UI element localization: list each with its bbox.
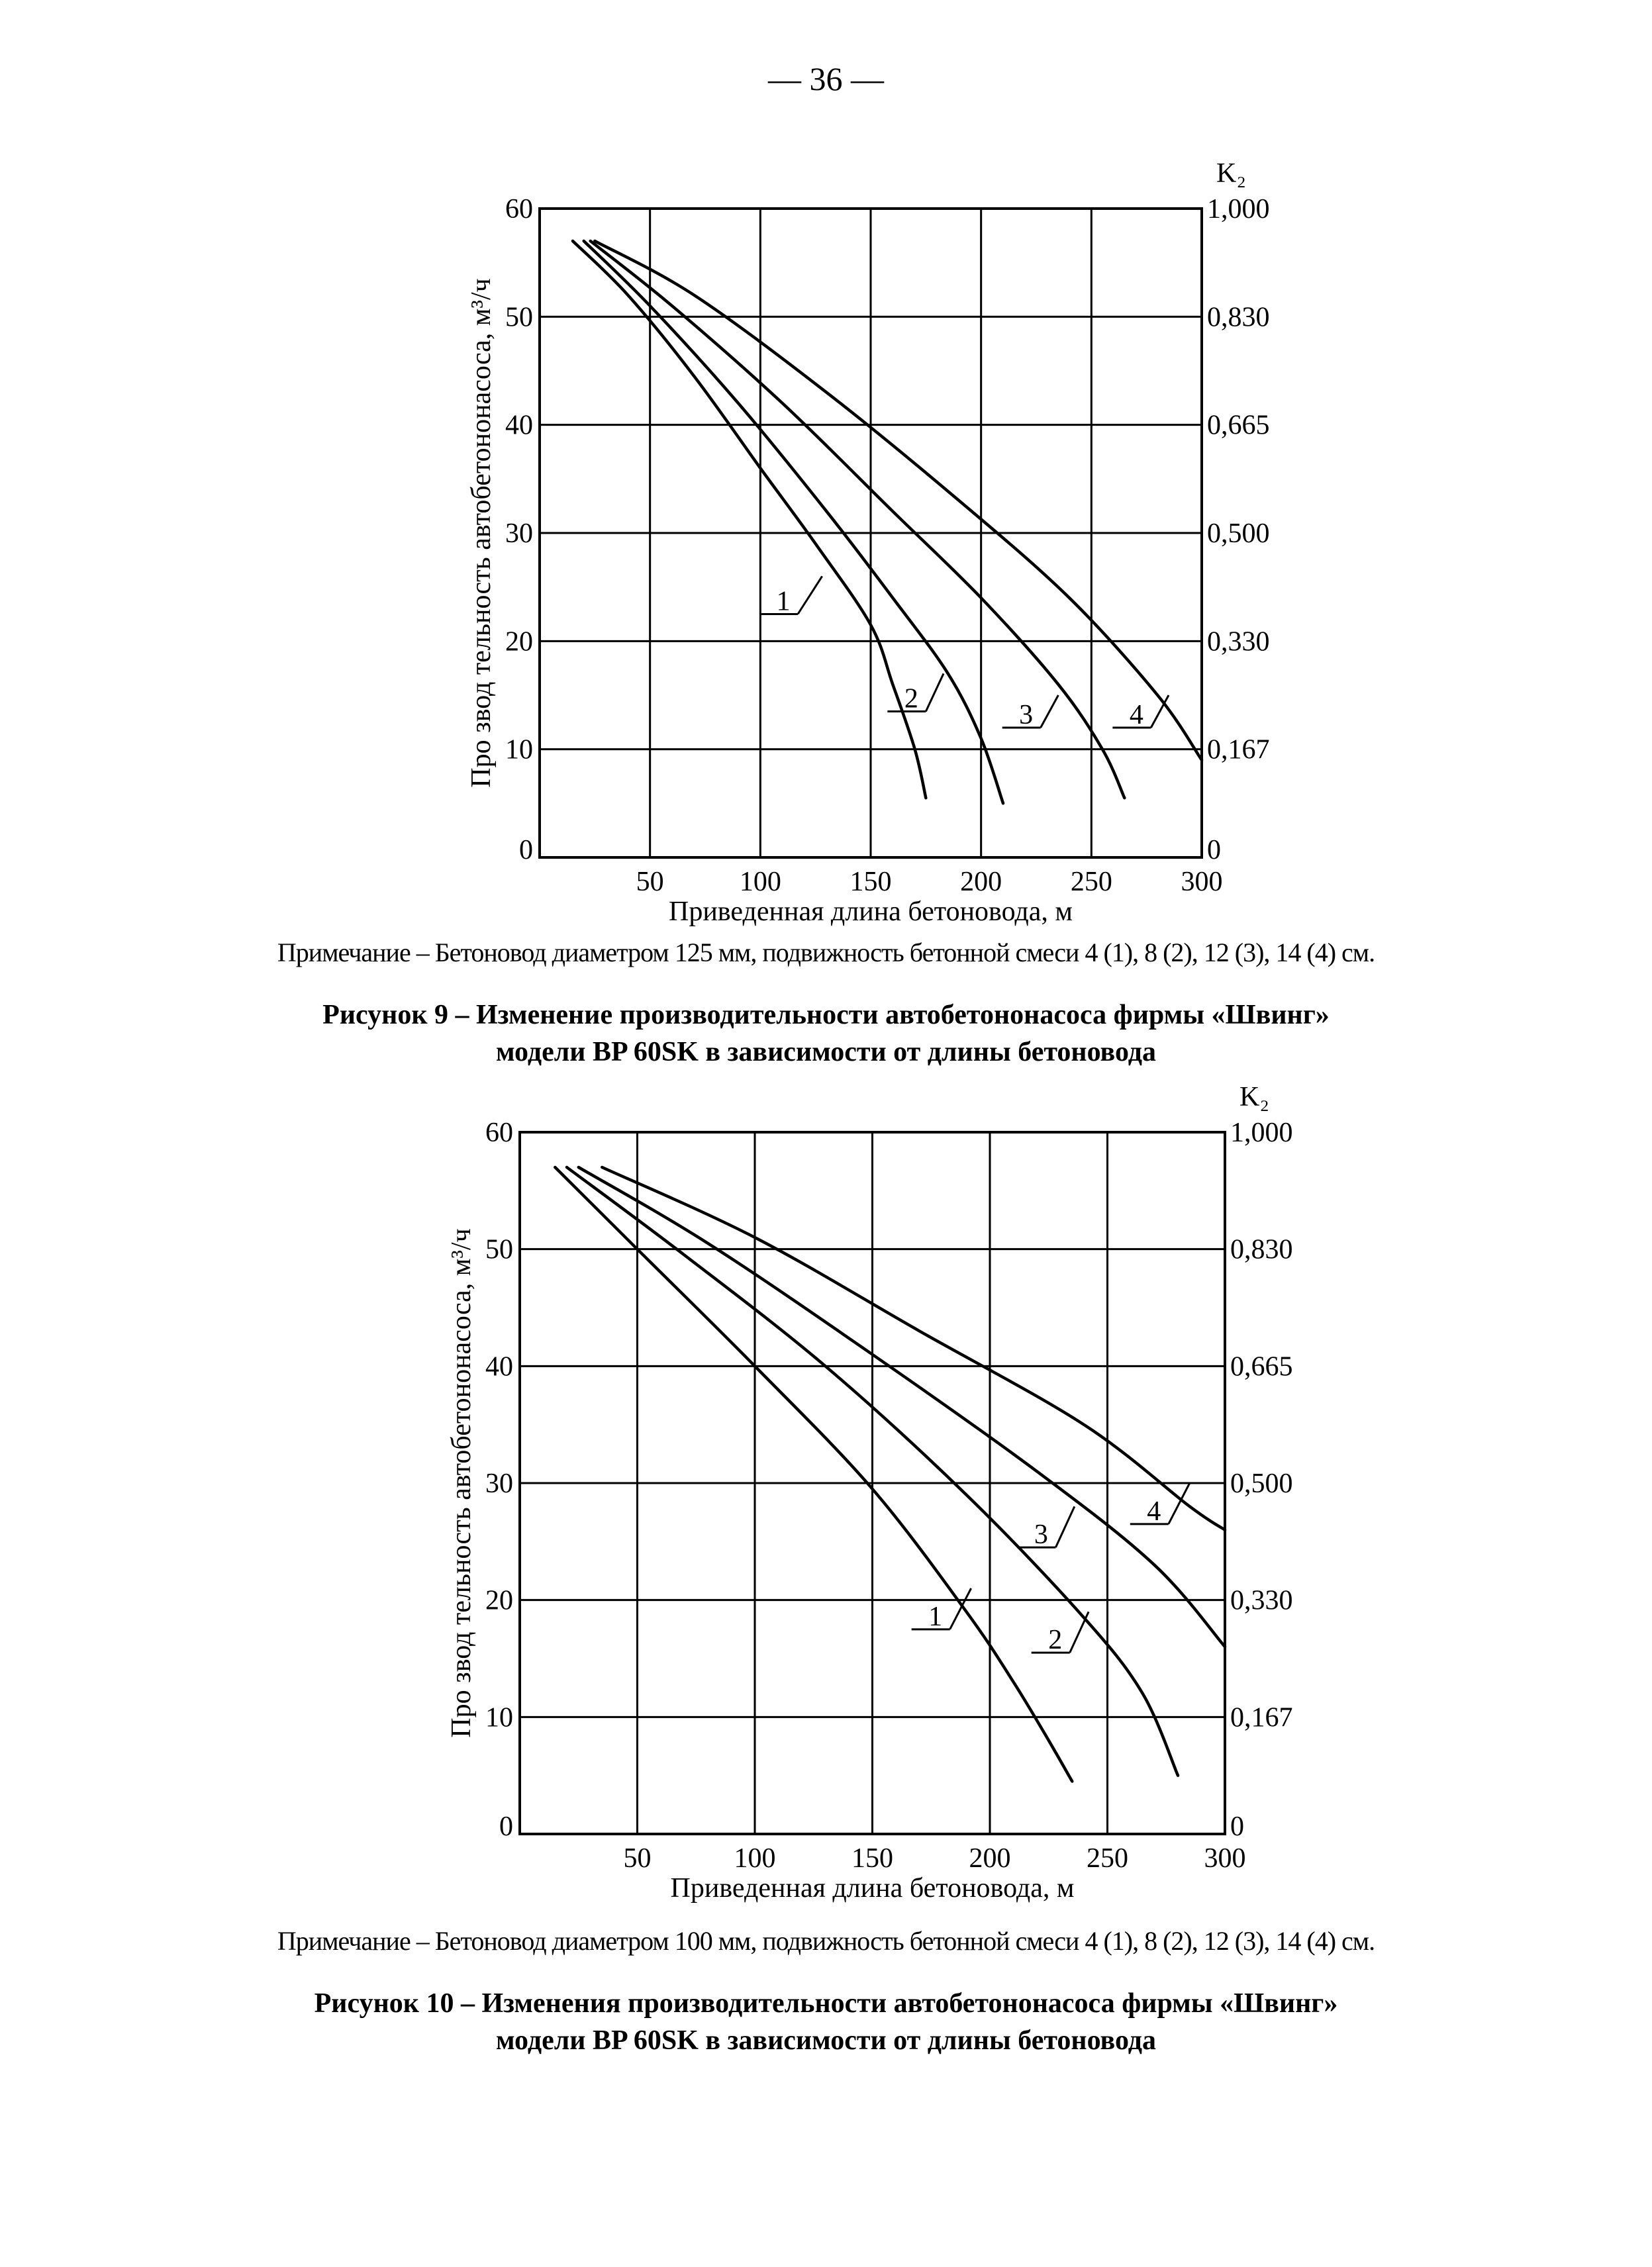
- figure-9-caption-line2: модели BP 60SK в зависимости от длины бетоновода: [495, 1037, 1156, 1067]
- y-tick-label: 30: [485, 1469, 513, 1499]
- k2-tick-label: 0,167: [1230, 1702, 1293, 1733]
- y-tick-label: 60: [505, 194, 533, 224]
- k2-tick-label: 1,000: [1207, 194, 1270, 224]
- k2-tick-label: 0,500: [1230, 1469, 1293, 1499]
- y-tick-label: 60: [485, 1118, 513, 1148]
- k2-tick-label: 0,665: [1230, 1351, 1293, 1382]
- curve-label-3: 3: [1034, 1519, 1048, 1551]
- y-tick-label: 10: [505, 734, 533, 765]
- x-tick-label: 200: [960, 867, 1002, 897]
- figure-10-note: Примечание – Бетоновод диаметром 100 мм, подвижность бетонной смеси 4 (1), 8 (2), 12 (3), 14 (4) см.: [277, 1926, 1375, 1956]
- y-tick-label: 0: [519, 835, 533, 865]
- k2-tick-label: 0: [1230, 1811, 1244, 1842]
- x-tick-label: 300: [1181, 867, 1223, 897]
- y-tick-label: 50: [485, 1234, 513, 1265]
- y-tick-label: 10: [485, 1702, 513, 1733]
- y-axis-label: Про звод тельность автобетононасоса, м³/ч: [466, 278, 497, 788]
- series-curve-3: [579, 1167, 1225, 1647]
- k2-tick-label: 0,167: [1207, 734, 1270, 765]
- k2-tick-label: 0,830: [1207, 302, 1270, 333]
- x-tick-label: 50: [623, 1843, 652, 1874]
- k2-tick-label: 0: [1207, 835, 1221, 865]
- curve-label-4: 4: [1147, 1496, 1161, 1527]
- k2-tick-label: 0,330: [1230, 1585, 1293, 1616]
- figure-9-note: Примечание – Бетоновод диаметром 125 мм, подвижность бетонной смеси 4 (1), 8 (2), 12 (3), 14 (4) см.: [277, 938, 1375, 967]
- curve-label-1: 1: [928, 1601, 943, 1632]
- series-curve-1: [555, 1167, 1072, 1782]
- curve-label-4: 4: [1129, 700, 1143, 730]
- x-tick-label: 250: [1087, 1843, 1128, 1874]
- figure-10-caption-line1: Рисунок 10 – Изменения производительности автобетононасоса фирмы «Швинг»: [314, 1988, 1338, 2019]
- k2-axis-label: K₂: [1216, 158, 1246, 189]
- curve-label-leader: [1070, 1612, 1089, 1653]
- k2-axis-label: K₂: [1239, 1082, 1269, 1112]
- figure-10-caption-line2: модели BP 60SK в зависимости от длины бетоновода: [495, 2025, 1156, 2056]
- x-tick-label: 200: [969, 1843, 1011, 1874]
- curve-label-3: 3: [1019, 700, 1034, 730]
- curve-label-2: 2: [904, 683, 918, 714]
- curve-label-1: 1: [776, 586, 791, 617]
- curve-label-leader: [1055, 1506, 1074, 1547]
- x-tick-label: 50: [636, 867, 664, 897]
- y-axis-label: Про звод тельность автобетононасоса, м³/ч: [446, 1228, 477, 1738]
- y-tick-label: 0: [499, 1811, 513, 1842]
- k2-tick-label: 0,665: [1207, 410, 1270, 441]
- y-tick-label: 40: [505, 410, 533, 441]
- page-number: — 36 —: [768, 60, 884, 97]
- x-tick-label: 150: [850, 867, 892, 897]
- x-tick-label: 300: [1204, 1843, 1246, 1874]
- x-axis-label: Приведенная длина бетоновода, м: [670, 1873, 1075, 1904]
- x-tick-label: 250: [1070, 867, 1112, 897]
- k2-tick-label: 0,830: [1230, 1234, 1293, 1265]
- k2-tick-label: 0,500: [1207, 518, 1270, 549]
- y-tick-label: 40: [485, 1351, 513, 1382]
- x-tick-label: 150: [851, 1843, 893, 1874]
- figure-9-caption-line1: Рисунок 9 – Изменение производительности автобетононасоса фирмы «Швинг»: [322, 1000, 1330, 1030]
- y-tick-label: 20: [505, 626, 533, 657]
- k2-tick-label: 1,000: [1230, 1118, 1293, 1148]
- series-curve-4: [602, 1167, 1225, 1530]
- k2-tick-label: 0,330: [1207, 626, 1270, 657]
- x-axis-label: Приведенная длина бетоновода, м: [669, 896, 1073, 927]
- curve-label-2: 2: [1048, 1625, 1063, 1656]
- y-tick-label: 30: [505, 518, 533, 549]
- y-tick-label: 20: [485, 1585, 513, 1616]
- y-tick-label: 50: [505, 302, 533, 333]
- x-tick-label: 100: [734, 1843, 776, 1874]
- x-tick-label: 100: [739, 867, 781, 897]
